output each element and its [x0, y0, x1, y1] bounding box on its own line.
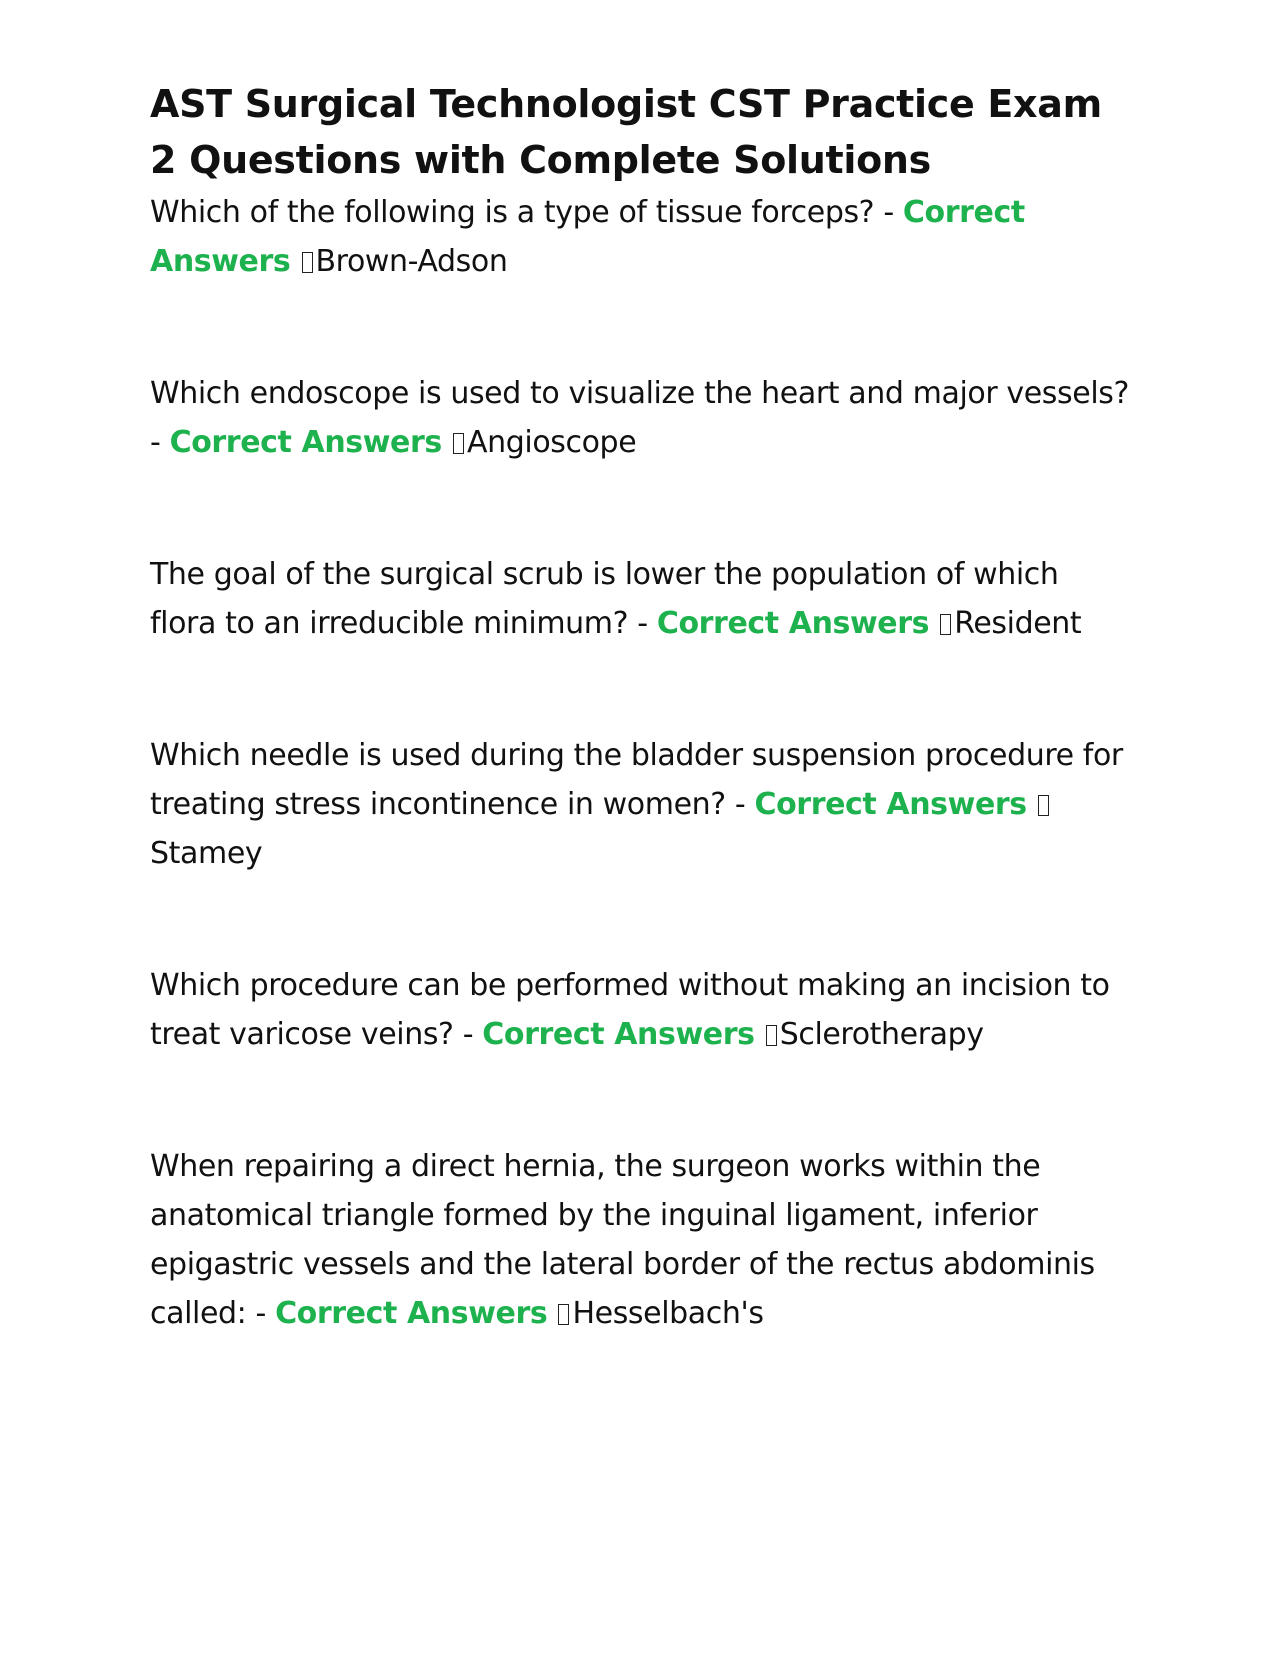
document-page	[150, 76, 1130, 1421]
question-text: The goal of the surgical scrub is lower the population of which flora to an irreducible minimum? -	[150, 557, 1059, 641]
missing-glyph-icon	[302, 252, 313, 273]
missing-glyph-icon	[453, 433, 464, 454]
correct-answers-label: Correct Answers	[656, 606, 930, 641]
document-title: AST Surgical Technologist CST Practice Exam 2 Questions with Complete Solutions	[150, 82, 1102, 182]
answer-text: Stamey	[150, 836, 263, 871]
correct-answers-label: Correct Answers	[754, 787, 1027, 822]
question-text: Which procedure can be performed without making an incision to treat varicose veins? -	[150, 968, 1110, 1052]
qa-item-2	[150, 369, 1130, 467]
qa-item-5	[150, 961, 1130, 1059]
correct-answers-label: Correct Answers	[482, 1017, 755, 1052]
qa-item-4	[150, 731, 1130, 878]
answer-text: Sclerotherapy	[779, 1017, 984, 1052]
missing-glyph-icon	[766, 1025, 777, 1046]
question-text: Which endoscope is used to visualize the heart and major vessels? -	[150, 376, 1130, 460]
question-text: When repairing a direct hernia, the surgeon works within the anatomical triangle formed by the inguinal ligament, inferior epigastric vessels and the lateral border of the rectus abdominis called: -	[150, 1149, 1095, 1331]
missing-glyph-icon	[940, 614, 951, 635]
question-text: Which of the following is a type of tissue forceps? -	[150, 195, 894, 230]
answer-text: Hesselbach's	[572, 1296, 764, 1331]
qa-item-6	[150, 1142, 1130, 1338]
qa-item-3	[150, 550, 1130, 648]
question-text: Which needle is used during the bladder suspension procedure for treating stress incontinence in women? -	[150, 738, 1123, 822]
correct-answers-label: Correct Answers	[275, 1296, 548, 1331]
answer-text: Angioscope	[467, 425, 637, 460]
answer-text: Brown-Adson	[315, 244, 508, 279]
correct-answers-label: Correct Answers	[169, 425, 442, 460]
missing-glyph-icon	[1038, 795, 1049, 816]
correct-answers-label: Correct Answers	[150, 195, 1025, 279]
answer-text: Resident	[954, 606, 1082, 641]
qa-item-1	[150, 188, 1130, 286]
missing-glyph-icon	[558, 1304, 569, 1325]
